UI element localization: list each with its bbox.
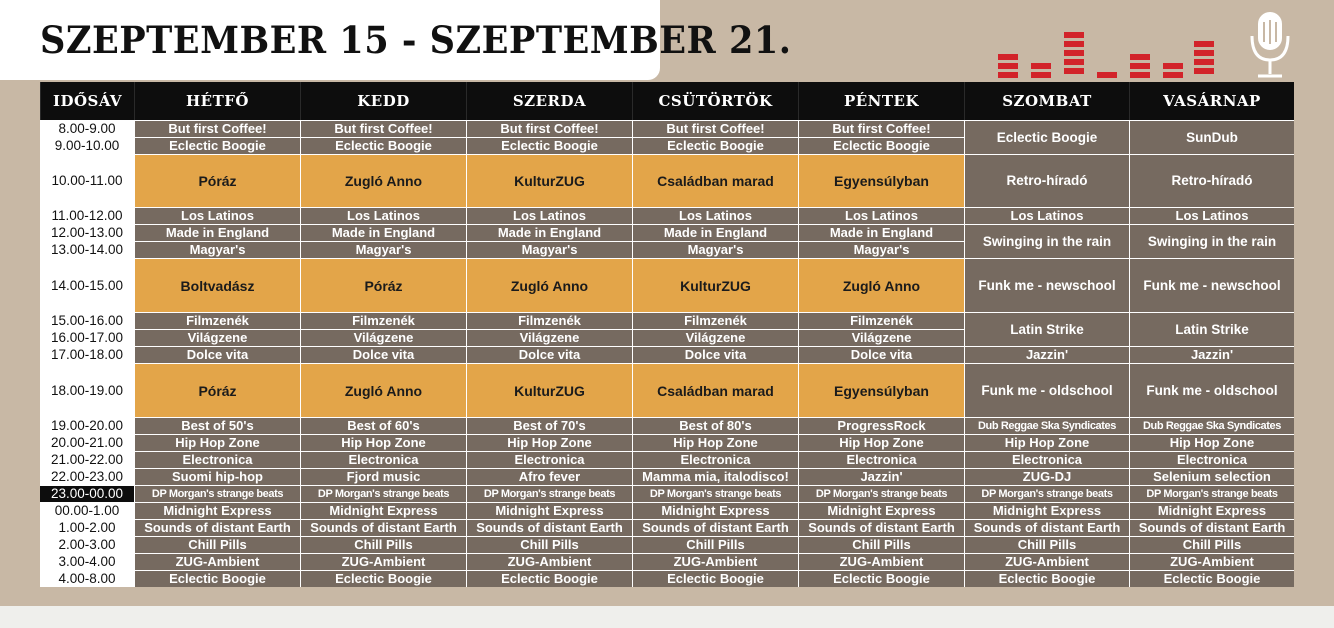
show-cell: Midnight Express [134,502,300,519]
show-cell: Jazzin' [798,468,964,485]
show-cell: Egyensúlyban [798,154,964,207]
show-cell: Dolce vita [300,346,466,363]
show-cell: Los Latinos [134,207,300,224]
show-cell: SunDub [1129,120,1294,154]
show-cell: But first Coffee! [134,120,300,137]
time-slot: 16.00-17.00 [40,329,134,346]
show-cell: KulturZUG [466,154,632,207]
show-cell: Funk me - oldschool [1129,363,1294,417]
time-slot: 19.00-20.00 [40,417,134,434]
show-cell: Sounds of distant Earth [466,519,632,536]
show-cell: Best of 60's [300,417,466,434]
time-slot: 14.00-15.00 [40,258,134,312]
table-row [40,468,1294,485]
show-cell: ZUG-Ambient [134,553,300,570]
show-cell: Made in England [632,224,798,241]
show-cell: Magyar's [632,241,798,258]
show-cell: Los Latinos [632,207,798,224]
page-title: SZEPTEMBER 15 - SZEPTEMBER 21. [40,18,792,62]
show-cell: Swinging in the rain [964,224,1129,258]
table-row [40,363,1294,417]
time-slot: 21.00-22.00 [40,451,134,468]
show-cell: Eclectic Boogie [134,570,300,587]
show-cell: Boltvadász [134,258,300,312]
table-row [40,346,1294,363]
show-cell: But first Coffee! [300,120,466,137]
show-cell: Sounds of distant Earth [1129,519,1294,536]
show-cell: ZUG-Ambient [1129,553,1294,570]
col-header-monday: HÉTFŐ [134,82,300,120]
show-cell: Dolce vita [798,346,964,363]
show-cell: Chill Pills [466,536,632,553]
show-cell: Made in England [134,224,300,241]
time-slot: 12.00-13.00 [40,224,134,241]
show-cell: Világzene [632,329,798,346]
time-slot: 10.00-11.00 [40,154,134,207]
table-row [40,451,1294,468]
table-row [40,258,1294,312]
show-cell: Dolce vita [632,346,798,363]
time-slot: 18.00-19.00 [40,363,134,417]
table-row [40,120,1294,137]
show-cell: Funk me - oldschool [964,363,1129,417]
show-cell: Hip Hop Zone [1129,434,1294,451]
show-cell: Made in England [466,224,632,241]
time-slot: 9.00-10.00 [40,137,134,154]
show-cell: Magyar's [466,241,632,258]
show-cell: KulturZUG [632,258,798,312]
col-header-saturday: SZOMBAT [964,82,1129,120]
time-slot: 15.00-16.00 [40,312,134,329]
show-cell: DP Morgan's strange beats [300,485,466,502]
show-cell: DP Morgan's strange beats [466,485,632,502]
show-cell: Hip Hop Zone [300,434,466,451]
show-cell: Világzene [300,329,466,346]
show-cell: Selenium selection [1129,468,1294,485]
show-cell: Eclectic Boogie [466,570,632,587]
show-cell: Fjord music [300,468,466,485]
show-cell: Eclectic Boogie [632,570,798,587]
show-cell: Chill Pills [300,536,466,553]
time-slot: 2.00-3.00 [40,536,134,553]
col-header-thursday: CSÜTÖRTÖK [632,82,798,120]
show-cell: ZUG-Ambient [798,553,964,570]
table-row [40,312,1294,329]
col-header-sunday: VASÁRNAP [1129,82,1294,120]
time-slot: 22.00-23.00 [40,468,134,485]
show-cell: Egyensúlyban [798,363,964,417]
show-cell: Electronica [1129,451,1294,468]
show-cell: DP Morgan's strange beats [964,485,1129,502]
show-cell: Filmzenék [798,312,964,329]
show-cell: But first Coffee! [798,120,964,137]
show-cell: Suomi hip-hop [134,468,300,485]
microphone-icon [1246,10,1294,82]
show-cell: Hip Hop Zone [964,434,1129,451]
show-cell: Eclectic Boogie [1129,570,1294,587]
show-cell: Hip Hop Zone [134,434,300,451]
show-cell: Világzene [798,329,964,346]
show-cell: ZUG-Ambient [300,553,466,570]
show-cell: Póráz [134,363,300,417]
show-cell: Hip Hop Zone [632,434,798,451]
show-cell: Afro fever [466,468,632,485]
show-cell: Eclectic Boogie [300,570,466,587]
show-cell: Dolce vita [134,346,300,363]
show-cell: Filmzenék [466,312,632,329]
show-cell: Zugló Anno [300,154,466,207]
schedule-table [40,82,1294,587]
show-cell: Magyar's [300,241,466,258]
show-cell: Sounds of distant Earth [300,519,466,536]
show-cell: Sounds of distant Earth [964,519,1129,536]
show-cell: Midnight Express [632,502,798,519]
show-cell: Magyar's [134,241,300,258]
show-cell: Filmzenék [134,312,300,329]
time-slot: 17.00-18.00 [40,346,134,363]
show-cell: Eclectic Boogie [300,137,466,154]
show-cell: Hip Hop Zone [466,434,632,451]
show-cell: Zugló Anno [798,258,964,312]
show-cell: DP Morgan's strange beats [632,485,798,502]
show-cell: But first Coffee! [466,120,632,137]
table-row [40,154,1294,207]
show-cell: Jazzin' [1129,346,1294,363]
show-cell: Electronica [134,451,300,468]
show-cell: DP Morgan's strange beats [798,485,964,502]
show-cell: Eclectic Boogie [134,137,300,154]
show-cell: Póráz [300,258,466,312]
table-row [40,570,1294,587]
show-cell: Midnight Express [798,502,964,519]
time-slot: 20.00-21.00 [40,434,134,451]
show-cell: Best of 70's [466,417,632,434]
show-cell: Chill Pills [798,536,964,553]
show-cell: Eclectic Boogie [466,137,632,154]
show-cell: Dub Reggae Ska Syndicates [1129,417,1294,434]
show-cell: Los Latinos [964,207,1129,224]
show-cell: Funk me - newschool [1129,258,1294,312]
equalizer-bars-icon [996,30,1216,80]
show-cell: Mamma mia, italodisco! [632,468,798,485]
time-slot: 23.00-00.00 [40,485,134,502]
show-cell: Chill Pills [964,536,1129,553]
time-slot: 11.00-12.00 [40,207,134,224]
table-row [40,485,1294,502]
col-header-tuesday: KEDD [300,82,466,120]
show-cell: Eclectic Boogie [798,137,964,154]
show-cell: Eclectic Boogie [798,570,964,587]
table-row [40,434,1294,451]
show-cell: DP Morgan's strange beats [1129,485,1294,502]
show-cell: ZUG-Ambient [466,553,632,570]
show-cell: ZUG-Ambient [632,553,798,570]
show-cell: Midnight Express [300,502,466,519]
show-cell: Electronica [632,451,798,468]
show-cell: Sounds of distant Earth [632,519,798,536]
show-cell: Dub Reggae Ska Syndicates [964,417,1129,434]
show-cell: Latin Strike [1129,312,1294,346]
show-cell: Los Latinos [798,207,964,224]
show-cell: Dolce vita [466,346,632,363]
table-row [40,207,1294,224]
time-slot: 13.00-14.00 [40,241,134,258]
show-cell: Retro-híradó [964,154,1129,207]
show-cell: Made in England [798,224,964,241]
show-cell: Midnight Express [466,502,632,519]
show-cell: Hip Hop Zone [798,434,964,451]
time-slot: 00.00-1.00 [40,502,134,519]
bottom-strip [0,606,1334,628]
show-cell: Zugló Anno [466,258,632,312]
table-row [40,553,1294,570]
show-cell: Midnight Express [964,502,1129,519]
show-cell: Los Latinos [300,207,466,224]
show-cell: Világzene [134,329,300,346]
show-cell: ZUG-DJ [964,468,1129,485]
show-cell: Sounds of distant Earth [134,519,300,536]
table-row [40,536,1294,553]
title-tab [0,0,792,80]
show-cell: Electronica [300,451,466,468]
show-cell: Magyar's [798,241,964,258]
table-row [40,519,1294,536]
header-row [40,82,1294,120]
show-cell: Electronica [964,451,1129,468]
show-cell: Best of 80's [632,417,798,434]
time-slot: 8.00-9.00 [40,120,134,137]
show-cell: Made in England [300,224,466,241]
show-cell: Filmzenék [300,312,466,329]
show-cell: Los Latinos [1129,207,1294,224]
show-cell: Midnight Express [1129,502,1294,519]
show-cell: Chill Pills [134,536,300,553]
time-slot: 4.00-8.00 [40,570,134,587]
show-cell: Latin Strike [964,312,1129,346]
show-cell: Családban marad [632,154,798,207]
show-cell: Swinging in the rain [1129,224,1294,258]
show-cell: ZUG-Ambient [964,553,1129,570]
show-cell: Családban marad [632,363,798,417]
col-header-time: IDŐSÁV [40,82,134,120]
show-cell: But first Coffee! [632,120,798,137]
col-header-wednesday: SZERDA [466,82,632,120]
show-cell: Sounds of distant Earth [798,519,964,536]
table-row [40,502,1294,519]
show-cell: Eclectic Boogie [964,120,1129,154]
show-cell: Eclectic Boogie [632,137,798,154]
show-cell: Filmzenék [632,312,798,329]
col-header-friday: PÉNTEK [798,82,964,120]
show-cell: Zugló Anno [300,363,466,417]
show-cell: Los Latinos [466,207,632,224]
table-row [40,417,1294,434]
show-cell: Póráz [134,154,300,207]
show-cell: Retro-híradó [1129,154,1294,207]
show-cell: Eclectic Boogie [964,570,1129,587]
show-cell: Electronica [466,451,632,468]
table-row [40,224,1294,241]
show-cell: Best of 50's [134,417,300,434]
show-cell: Chill Pills [632,536,798,553]
show-cell: KulturZUG [466,363,632,417]
show-cell: DP Morgan's strange beats [134,485,300,502]
show-cell: ProgressRock [798,417,964,434]
show-cell: Electronica [798,451,964,468]
show-cell: Funk me - newschool [964,258,1129,312]
show-cell: Világzene [466,329,632,346]
time-slot: 1.00-2.00 [40,519,134,536]
show-cell: Chill Pills [1129,536,1294,553]
show-cell: Jazzin' [964,346,1129,363]
time-slot: 3.00-4.00 [40,553,134,570]
